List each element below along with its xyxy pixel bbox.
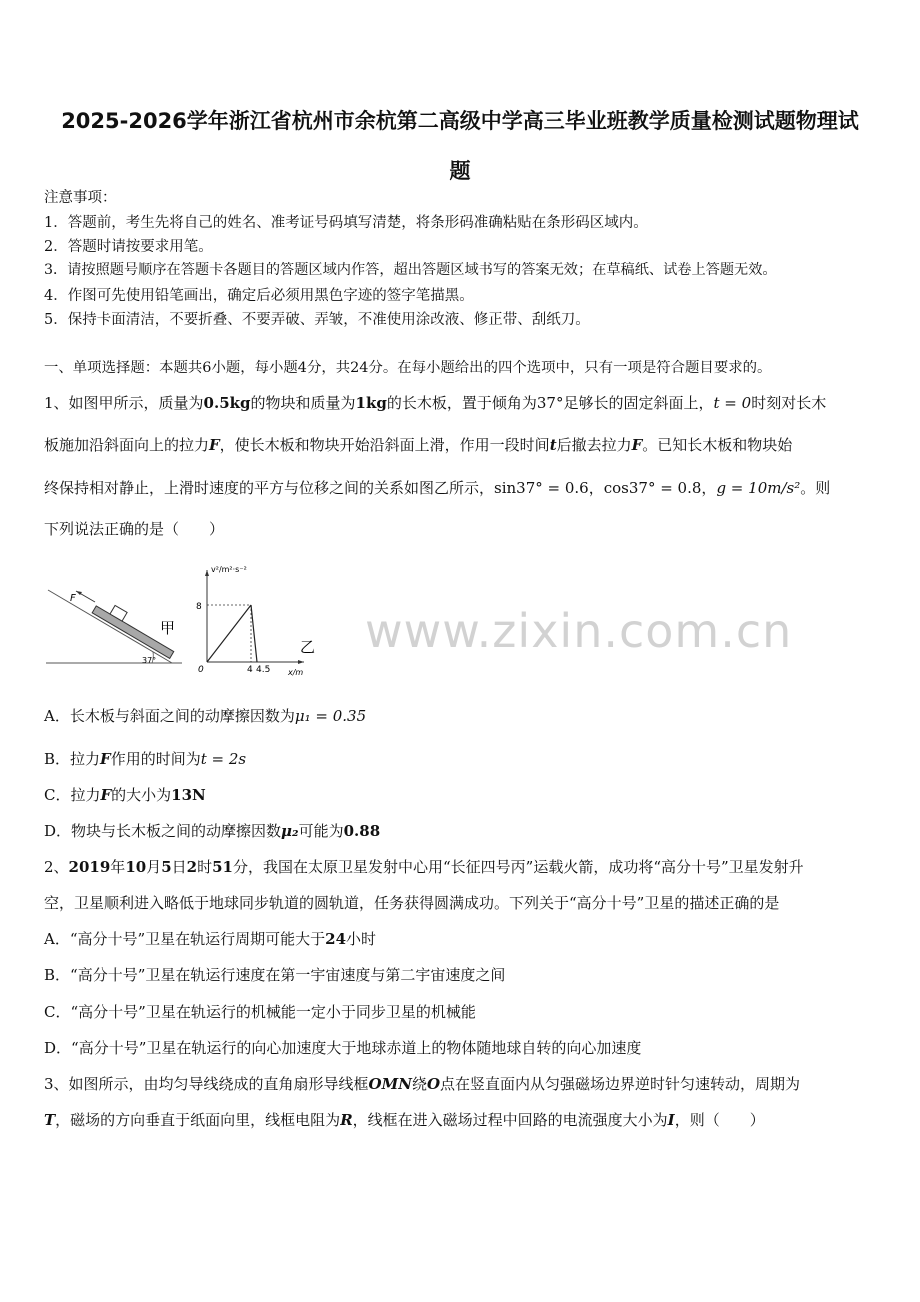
q1-option-a: A．长木板与斜面之间的动摩擦因数为μ₁ = 0.35: [44, 707, 367, 725]
figure-jia: [40, 586, 190, 670]
notes-heading: 注意事项：: [44, 190, 117, 206]
q1-option-b: B．拉力F作用的时间为t = 2s: [44, 750, 247, 768]
angle-label: 37°: [142, 656, 157, 665]
q2-option-d: D．“高分十号”卫星在轨运行的向心加速度大于地球赤道上的物体随地球自转的向心加速度: [44, 1039, 642, 1057]
title-line-2: 题: [449, 159, 471, 183]
q2-option-c: C．“高分十号”卫星在轨运行的机械能一定小于同步卫星的机械能: [44, 1003, 476, 1021]
q1-stem-line-3: 终保持相对静止，上滑时速度的平方与位移之间的关系如图乙所示，sin37° = 0.6，cos37° = 0.8，g = 10m/s²。则: [44, 479, 831, 497]
q1-stem-line-2: 板施加沿斜面向上的拉力F，使长木板和物块开始沿斜面上滑，作用一段时间t后撤去拉力F。已知长木板和物块始: [44, 436, 793, 454]
q2-option-a: A．“高分十号”卫星在轨运行周期可能大于24小时: [44, 930, 377, 948]
q3-stem-line-2: T，磁场的方向垂直于纸面向里，线框电阻为R，线框在进入磁场过程中回路的电流强度大小为I，则（ ）: [44, 1111, 765, 1129]
figure-caption-jia: 甲: [160, 619, 176, 637]
q1-stem-line-4: 下列说法正确的是（ ）: [44, 520, 225, 538]
page-title: [30, 96, 890, 196]
q3-stem-line-1: 3、如图所示，由均匀导线绕成的直角扇形导线框OMN绕O点在竖直面内从匀强磁场边界逆时针匀速转动，周期为: [44, 1075, 801, 1093]
note-item: 4．作图可先使用铅笔画出，确定后必须用黑色字迹的签字笔描黑。: [44, 288, 474, 304]
figure-caption-yi: 乙: [300, 638, 316, 656]
q2-stem-line-1: 2、2019年10月5日2时51分，我国在太原卫星发射中心用“长征四号丙”运载火箭，成功将“高分十号”卫星发射升: [44, 858, 804, 876]
q2-stem-line-2: 空，卫星顺利进入略低于地球同步轨道的圆轨道，任务获得圆满成功。下列关于“高分十号”卫星的描述正确的是: [44, 894, 780, 912]
title-line-1: 2025-2026学年浙江省杭州市余杭第二高级中学高三毕业班教学质量检测试题物理试: [61, 109, 859, 133]
y-tick-label: 8: [196, 602, 202, 612]
x-tick-label: 4: [247, 665, 253, 675]
watermark: www.zixin.com.cn: [365, 604, 793, 658]
x-axis-label: x/m: [288, 668, 304, 677]
q2-option-b: B．“高分十号”卫星在轨运行速度在第一宇宙速度与第二宇宙速度之间: [44, 966, 506, 984]
note-item: 5．保持卡面清洁，不要折叠、不要弄破、弄皱，不准使用涂改液、修正带、刮纸刀。: [44, 312, 590, 328]
note-item: 1．答题前，考生先将自己的姓名、准考证号码填写清楚，将条形码准确粘贴在条形码区域内。: [44, 215, 648, 231]
figure-yi: [192, 562, 327, 682]
note-item: 3．请按照题号顺序在答题卡各题目的答题区域内作答，超出答题区域书写的答案无效；在草稿纸、试卷上答题无效。: [44, 262, 777, 278]
section-heading: 一、单项选择题：本题共6小题，每小题4分，共24分。在每小题给出的四个选项中，只有一项是符合题目要求的。: [44, 360, 772, 376]
q1-stem-line-1: 1、如图甲所示，质量为0.5kg的物块和质量为1kg的长木板，置于倾角为37°足够长的固定斜面上，t = 0时刻对长木: [44, 394, 827, 412]
note-item: 2．答题时请按要求用笔。: [44, 239, 213, 255]
y-axis-label: v²/m²·s⁻²: [211, 565, 247, 574]
origin-label: 0: [198, 665, 204, 675]
x-tick-label: 4.5: [256, 665, 271, 675]
force-label: F: [70, 593, 76, 604]
q1-option-c: C．拉力F的大小为13N: [44, 786, 206, 804]
q1-option-d: D．物块与长木板之间的动摩擦因数μ₂可能为0.88: [44, 822, 381, 840]
